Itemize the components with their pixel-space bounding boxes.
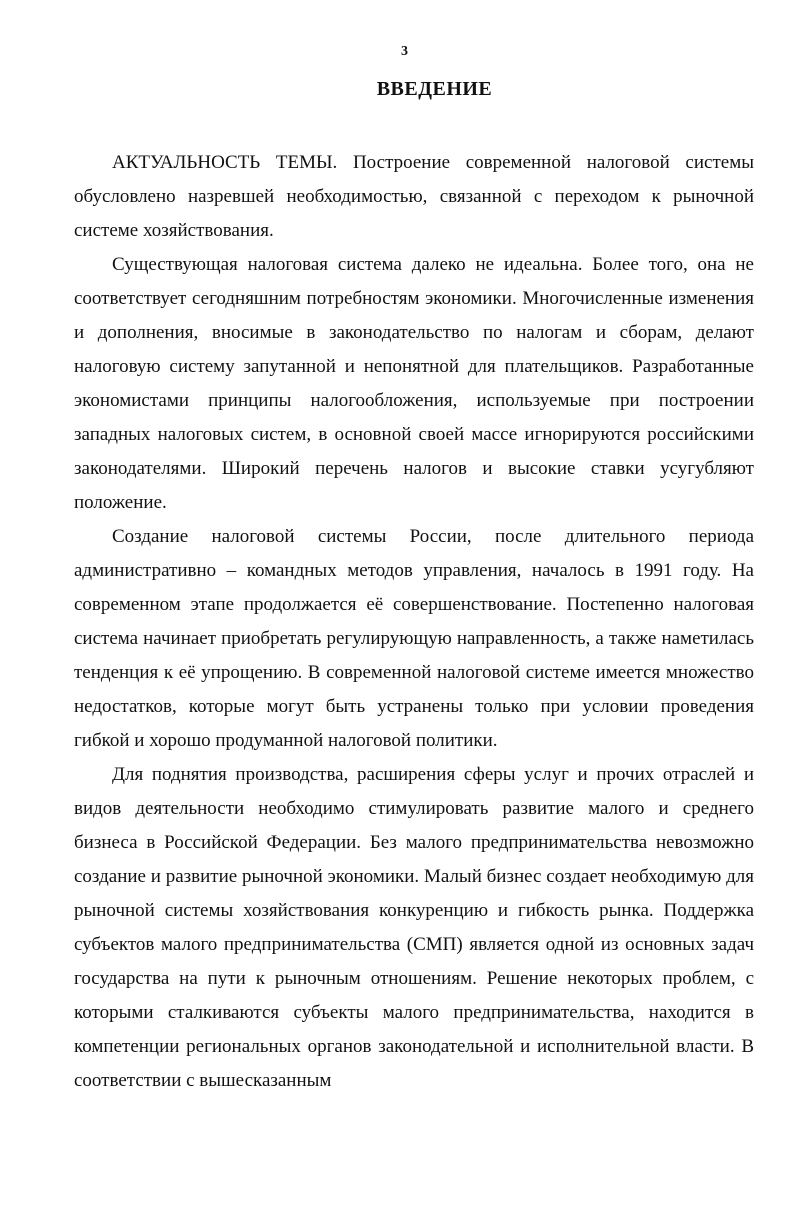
paragraph-history: Создание налоговой системы России, после длительного периода административно – командных методов управления, началось в 1991 году. На современном этапе продолжается её совершенствование. Постепенно налоговая система начинает приобретать регулирующую направленность, а также наметилась тенденция к её упрощению. В современной налоговой системе имеется множество недостатков, которые могут быть устранены только при условии проведения гибкой и хорошо продуманной налоговой политики. [74, 526, 754, 751]
paragraph-small-business: Для поднятия производства, расширения сферы услуг и прочих отраслей и видов деятельности необходимо стимулировать развитие малого и среднего бизнеса в Российской Федерации. Без малого предпринимательства невозможно создание и развитие рыночной экономики. Малый бизнес создает необходимую для рыночной системы хозяйствования конкуренцию и гибкость рынка. Поддержка субъектов малого предпринимательства (СМП) является одной из основных задач государства на пути к рыночным отношениям. Решение некоторых проблем, с которыми сталкиваются субъекты малого предпринимательства, находится в компетенции региональных органов законодательной и исполнительной власти. В соответствии с вышесказанным [74, 764, 754, 1091]
page-number: 3 [401, 44, 408, 59]
body-text [74, 146, 754, 1098]
paragraph-tax-system: Существующая налоговая система далеко не идеальна. Более того, она не соответствует сегодняшним потребностям экономики. Многочисленные изменения и дополнения, вносимые в законодательство по налогам и сборам, делают налоговую систему запутанной и непонятной для плательщиков. Разработанные экономистами принципы налогообложения, используемые при построении западных налоговых систем, в основной своей массе игнорируются российскими законодателями. Широкий перечень налогов и высокие ставки усугубляют положение. [74, 254, 754, 513]
paragraph-relevance: АКТУАЛЬНОСТЬ ТЕМЫ. Построение современной налоговой системы обусловлено назревшей необходимостью, связанной с переходом к рыночной системе хозяйствования. [74, 152, 754, 241]
page-heading: ВВЕДЕНИЕ [376, 78, 493, 100]
